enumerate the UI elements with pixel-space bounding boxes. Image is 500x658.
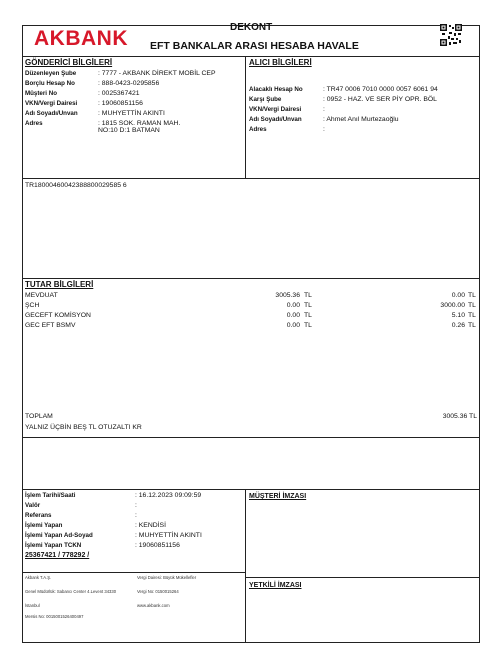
reference-value: : xyxy=(135,512,137,519)
amount-row-cur1: TL xyxy=(304,302,312,309)
amount-row-cur2: TL xyxy=(468,292,476,299)
footer-right-line: Vergi No: 0150015264 xyxy=(137,589,179,594)
sender-tax-value: : 19060851156 xyxy=(98,100,143,107)
amount-row-col2: 0.26 xyxy=(451,322,465,329)
receiver-account-label: Alacaklı Hesap No xyxy=(249,86,303,93)
divider xyxy=(22,56,480,57)
transaction-date-value: : 16.12.2023 09:09:59 xyxy=(135,492,202,499)
total-label: TOPLAM xyxy=(25,413,53,420)
performer-id-value: : 19060851156 xyxy=(135,542,180,549)
transaction-date-label: İşlem Tarihi/Saati xyxy=(25,492,76,499)
amounts-heading: TUTAR BİLGİLERİ xyxy=(25,280,94,289)
amount-row-cur2: TL xyxy=(468,302,476,309)
sender-account-label: Borçlu Hesap No xyxy=(25,80,75,87)
sender-customer-no-label: Müşteri No xyxy=(25,90,57,97)
footer-right-line: www.akbank.com xyxy=(137,603,170,608)
sender-branch-label: Düzenleyen Şube xyxy=(25,70,77,77)
receiver-name-label: Adı Soyadı/Unvan xyxy=(249,116,302,123)
divider xyxy=(22,489,480,490)
sender-account-value: : 888-0423-0295856 xyxy=(98,80,160,87)
bank-logo: AKBANK xyxy=(34,27,128,50)
performer-value: : KENDİSİ xyxy=(135,522,166,529)
divider xyxy=(22,278,480,279)
performer-name-label: İşlemi Yapan Ad-Soyad xyxy=(25,532,93,539)
amount-row-col1: 3005.36 xyxy=(275,292,300,299)
document-title: DEKONT xyxy=(230,22,273,33)
amount-row-cur1: TL xyxy=(304,322,312,329)
receiver-tax-value: : xyxy=(323,106,325,113)
divider xyxy=(245,56,246,178)
amount-row-col1: 0.00 xyxy=(286,302,300,309)
amount-row-cur2: TL xyxy=(468,322,476,329)
customer-signature-label: MÜŞTERİ İMZASI xyxy=(249,493,307,500)
value-date-label: Valör xyxy=(25,502,41,509)
divider xyxy=(22,437,480,438)
amount-row-col1: 0.00 xyxy=(286,312,300,319)
amount-row-cur1: TL xyxy=(304,292,312,299)
performer-id-label: İşlemi Yapan TCKN xyxy=(25,542,82,549)
divider xyxy=(22,178,480,179)
amount-row-col2: 0.00 xyxy=(451,292,465,299)
performer-name-value: : MUHYETTİN AKINTI xyxy=(135,532,202,539)
document-subtitle: EFT BANKALAR ARASI HESABA HAVALE xyxy=(150,40,359,52)
footer-right-line: Vergi Dairesi: Büyük Mükellefler xyxy=(137,575,197,580)
receiver-branch-value: : 0952 - HAZ. VE SER PİY OPR. BÖL xyxy=(323,96,437,103)
sender-name-value: : MUHYETTİN AKINTI xyxy=(98,110,165,117)
authorized-signature-label: YETKİLİ İMZASI xyxy=(249,582,302,589)
amount-row-label: ŞCH xyxy=(25,302,40,309)
sender-tax-label: VKN/Vergi Dairesi xyxy=(25,100,78,107)
receiver-address-value: : xyxy=(323,126,325,133)
amount-row-col2: 5.10 xyxy=(451,312,465,319)
transfer-description: TR18000460042388800029585 6 xyxy=(25,182,127,189)
receiver-heading: ALICI BİLGİLERİ xyxy=(249,58,312,67)
reference-line: 25367421 / 778292 / xyxy=(25,552,90,559)
sender-branch-value: : 7777 - AKBANK DİREKT MOBİL CEP xyxy=(98,70,216,77)
amount-row-col2: 3000.00 xyxy=(440,302,465,309)
receiver-branch-label: Karşı Şube xyxy=(249,96,282,103)
amount-row-cur2: TL xyxy=(468,312,476,319)
footer-left-line: Akbank T.A.Ş. xyxy=(25,575,52,580)
reference-label: Referans xyxy=(25,512,52,519)
footer-left-line: İstanbul xyxy=(25,603,40,608)
amount-row-cur1: TL xyxy=(304,312,312,319)
sender-customer-no-value: : 0025367421 xyxy=(98,90,140,97)
amount-row-col1: 0.00 xyxy=(286,322,300,329)
amount-row-label: GEC EFT BSMV xyxy=(25,322,76,329)
receiver-address-label: Adres xyxy=(249,126,267,133)
value-date-value: : xyxy=(135,502,137,509)
amount-row-label: GECEFT KOMİSYON xyxy=(25,312,91,319)
footer-left-line: Genel Müdürlük: Sabancı Center 4.Levent 34330 xyxy=(25,589,117,594)
sender-address-label: Adres xyxy=(25,120,43,127)
footer-left-line: Mersis No: 0015001526400497 xyxy=(25,614,84,619)
receiver-name-value: : Ahmet Anıl Murtezaoğlu xyxy=(323,116,399,123)
divider xyxy=(245,489,246,643)
sender-heading: GÖNDERİCİ BİLGİLERİ xyxy=(25,58,113,67)
receiver-account-value: : TR47 0006 7010 0000 0057 6061 94 xyxy=(323,86,438,93)
total-value: 3005.36 TL xyxy=(442,413,477,420)
divider xyxy=(245,577,480,578)
amount-row-label: MEVDUAT xyxy=(25,292,58,299)
sender-address-value: : 1815 SOK. RAMAN MAH. NO:10 D:1 BATMAN xyxy=(98,120,181,134)
divider xyxy=(22,572,246,573)
performer-label: İşlemi Yapan xyxy=(25,522,63,529)
qr-code-icon xyxy=(440,24,462,46)
sender-name-label: Adı Soyadı/Unvan xyxy=(25,110,78,117)
receiver-tax-label: VKN/Vergi Dairesi xyxy=(249,106,302,113)
amount-in-words: YALNIZ ÜÇBİN BEŞ TL OTUZALTI KR xyxy=(25,424,142,431)
